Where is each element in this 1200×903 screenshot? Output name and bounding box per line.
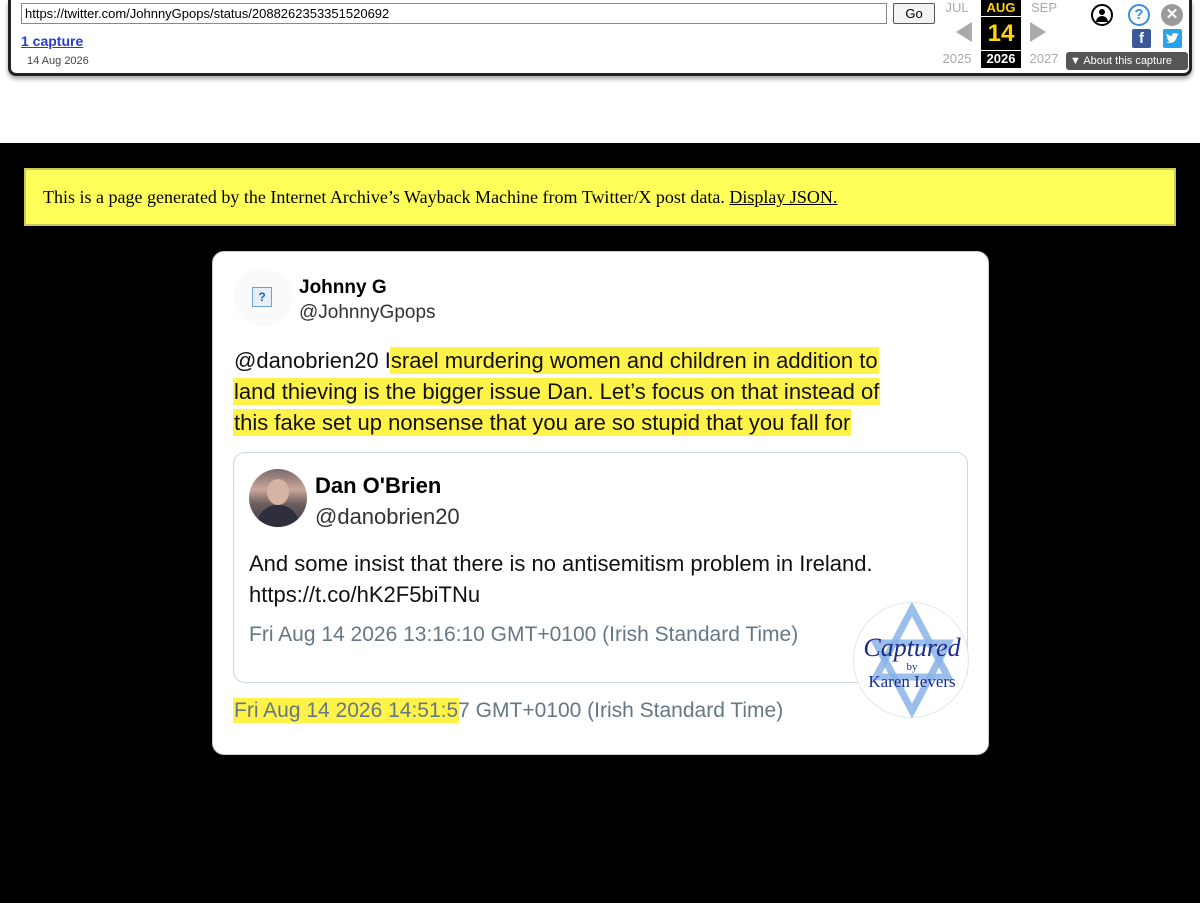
- quoted-avatar[interactable]: [249, 469, 307, 527]
- tweet-timestamp: [234, 699, 783, 723]
- quoted-text-line-1: And some insist that there is no antisemitism problem in Ireland.: [249, 551, 873, 576]
- year-prev[interactable]: 2025: [942, 51, 972, 66]
- quoted-link[interactable]: https://t.co/hK2F5biTNu: [249, 582, 481, 607]
- captures-date: 14 Aug 2026: [27, 55, 89, 67]
- quoted-tweet-text: [249, 548, 959, 610]
- help-icon[interactable]: ?: [1128, 4, 1150, 26]
- tweet-text-line-2: land thieving is the bigger issue Dan. Let’s focus on that instead of: [234, 379, 880, 404]
- tweet-text-line-1: srael murdering women and children in addition to: [390, 348, 878, 373]
- timestamp-rest: 7 GMT+0100 (Irish Standard Time): [458, 699, 784, 722]
- user-icon[interactable]: [1091, 4, 1113, 26]
- month-prev[interactable]: JUL: [945, 0, 969, 15]
- month-next[interactable]: SEP: [1030, 0, 1057, 15]
- display-json-link[interactable]: Display JSON.: [729, 187, 838, 207]
- year-current: 2026: [981, 51, 1021, 68]
- next-arrow-icon[interactable]: [1030, 22, 1046, 42]
- avatar[interactable]: [233, 268, 293, 326]
- stamp-by-text: by: [906, 661, 918, 673]
- banner-text: This is a page generated by the Internet Archive’s Wayback Machine from Twitter/X post data.: [43, 187, 725, 207]
- captured-watermark: [853, 602, 969, 718]
- go-button[interactable]: Go: [893, 3, 935, 24]
- author-handle[interactable]: @JohnnyGpops: [299, 302, 436, 323]
- quoted-timestamp: Fri Aug 14 2026 13:16:10 GMT+0100 (Irish Standard Time): [249, 623, 799, 646]
- tweet-text-line-3: this fake set up nonsense that you are so stupid that you fall for: [234, 410, 851, 435]
- author-name[interactable]: Johnny G: [299, 277, 387, 298]
- tweet-mention[interactable]: @danobrien20 I: [234, 348, 391, 373]
- facebook-icon[interactable]: f: [1132, 29, 1151, 48]
- archived-page: [0, 143, 1200, 903]
- stamp-captured-text: Captured: [863, 633, 961, 662]
- tweet-card: [212, 251, 989, 755]
- quoted-author-handle[interactable]: @danobrien20: [315, 504, 460, 529]
- twitter-icon[interactable]: [1163, 29, 1182, 48]
- about-capture-button[interactable]: ▼ About this capture: [1066, 52, 1188, 70]
- archive-banner: [24, 168, 1176, 226]
- tweet-text: [234, 345, 974, 438]
- day-current: 14: [981, 17, 1021, 50]
- quoted-author-name[interactable]: Dan O'Brien: [315, 473, 442, 498]
- stamp-name-text: Karen Ievers: [868, 672, 956, 691]
- captures-link[interactable]: 1 capture: [21, 33, 84, 49]
- wayback-toolbar: [8, 0, 1192, 76]
- month-current: AUG: [981, 0, 1021, 16]
- prev-arrow-icon[interactable]: [956, 22, 972, 42]
- close-icon[interactable]: ✕: [1161, 4, 1183, 26]
- year-next[interactable]: 2027: [1029, 51, 1059, 66]
- broken-image-icon: ?: [252, 287, 272, 307]
- timestamp-highlighted: Fri Aug 14 2026 14:51:5: [234, 699, 459, 722]
- url-input[interactable]: [21, 3, 887, 24]
